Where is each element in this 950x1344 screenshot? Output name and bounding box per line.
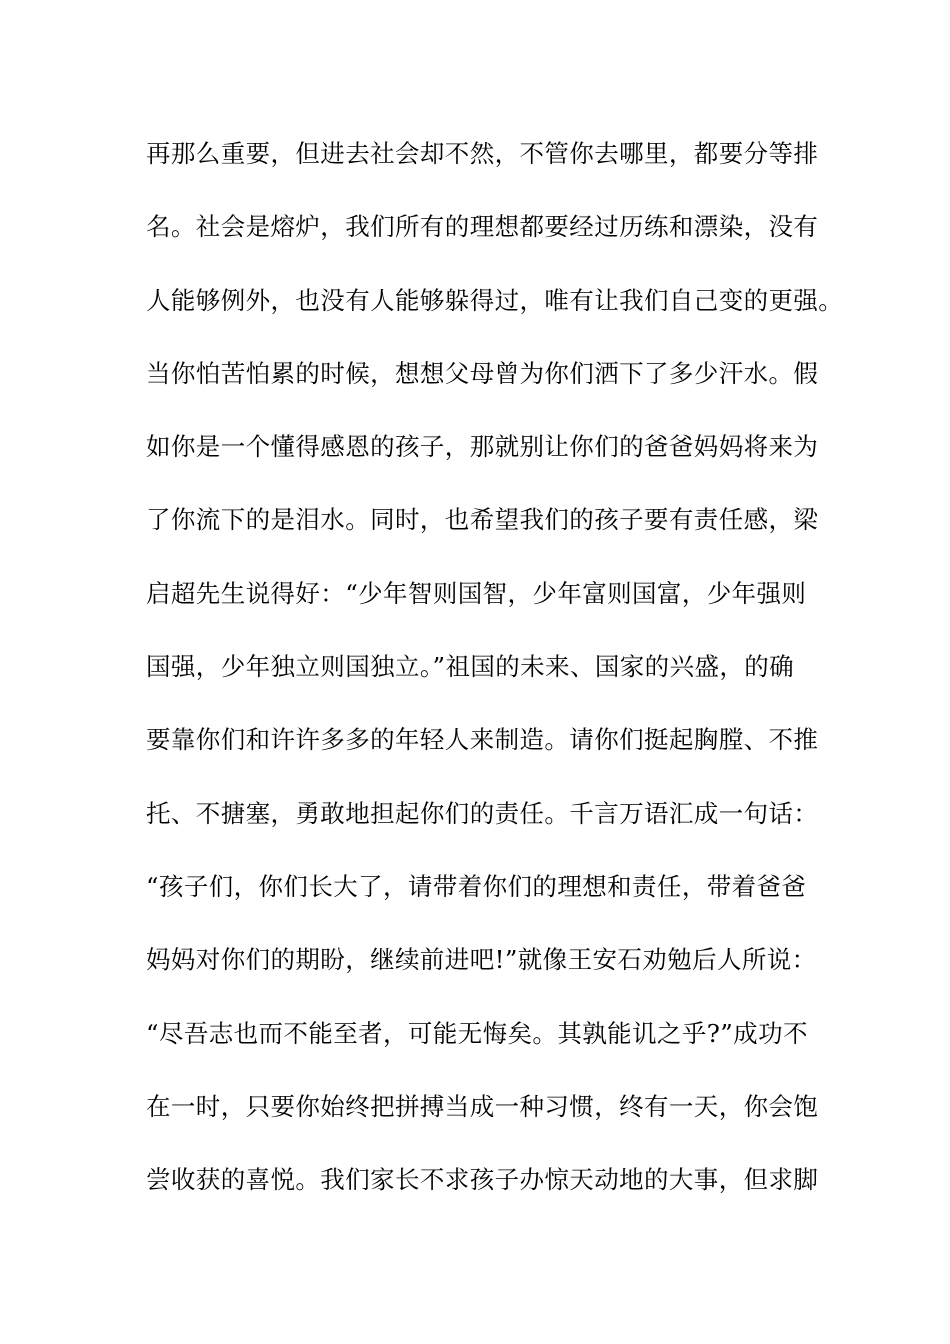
text-line: 名。社会是熔炉，我们所有的理想都要经过历练和漂染，没有 — [146, 212, 819, 242]
text-line: 当你怕苦怕累的时候，想想父母曾为你们洒下了多少汗水。假 — [146, 358, 819, 388]
text-line: “孩子们，你们长大了，请带着你们的理想和责任，带着爸爸 — [146, 871, 807, 901]
text-line: 要靠你们和许许多多的年轻人来制造。请你们挺起胸膛、不推 — [146, 725, 819, 755]
text-line: 国强，少年独立则国独立。”祖国的未来、国家的兴盛，的确 — [146, 652, 795, 682]
text-line: 再那么重要，但进去社会却不然，不管你去哪里，都要分等排 — [146, 139, 819, 168]
text-line: “尽吾志也而不能至者，可能无悔矣。其孰能讥之乎?”成功不 — [146, 1018, 808, 1048]
text-line: 在一时，只要你始终把拼搏当成一种习惯，终有一天，你会饱 — [146, 1091, 819, 1121]
text-line: 妈妈对你们的期盼，继续前进吧!”就像王安石劝勉后人所说： — [146, 945, 817, 975]
body-text — [146, 132, 844, 1231]
text-line: 人能够例外，也没有人能够躲得过，唯有让我们自己变的更强。 — [146, 285, 844, 315]
text-line: 如你是一个懂得感恩的孩子，那就别让你们的爸爸妈妈将来为 — [146, 432, 819, 462]
text-line: 了你流下的是泪水。同时，也希望我们的孩子要有责任感，梁 — [146, 505, 819, 535]
text-line: 尝收获的喜悦。我们家长不求孩子办惊天动地的大事，但求脚 — [146, 1165, 819, 1195]
text-line: 托、不搪塞，勇敢地担起你们的责任。千言万语汇成一句话： — [146, 798, 819, 828]
text-line: 启超先生说得好：“少年智则国智，少年富则国富，少年强则 — [146, 578, 807, 608]
